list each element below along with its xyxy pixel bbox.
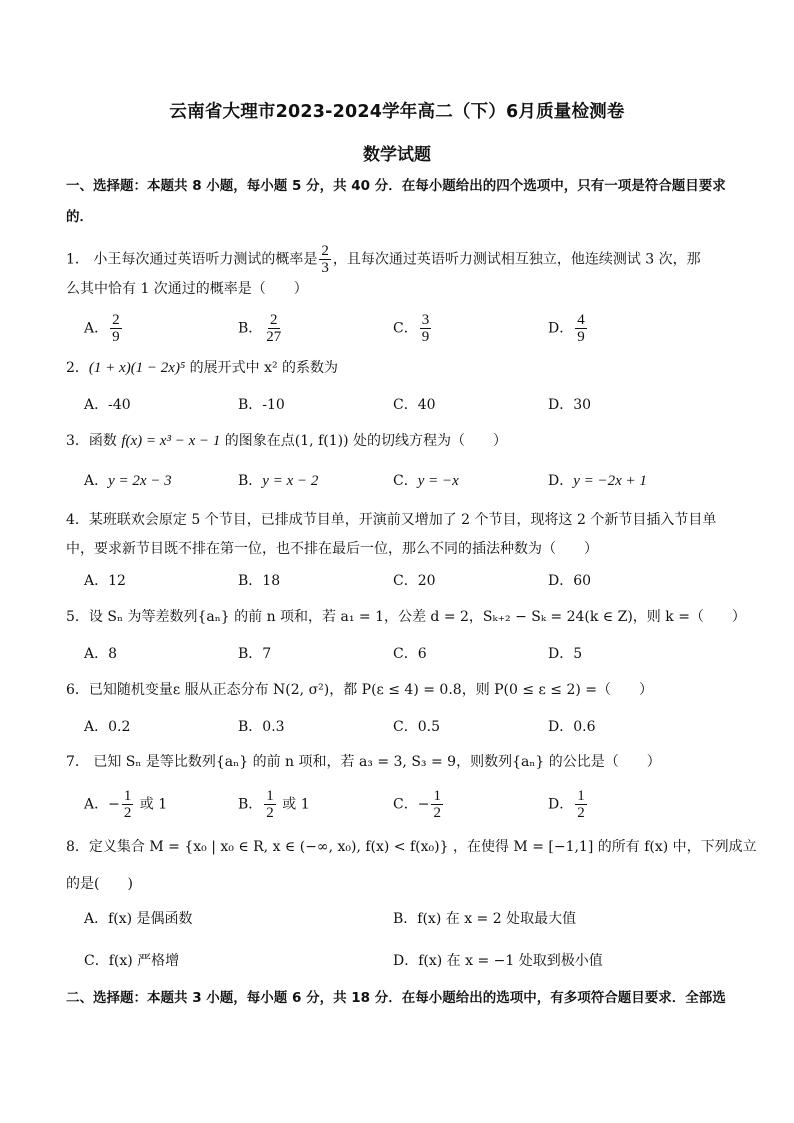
- question-7-option-b[interactable]: [238, 788, 310, 821]
- option-fraction: [110, 312, 122, 345]
- question-8-line1: 8．定义集合 M = {x₀ | x₀ ∈ R, x ∈ (−∞, x₀), f(x) < f(x₀)} ，在使得 M = [−1,1] 的所有 f(x) 中，下列成立: [66, 839, 757, 855]
- option-label: A．: [84, 796, 109, 813]
- question-5-option-d[interactable]: D．5: [548, 646, 583, 662]
- question-7-option-d[interactable]: [548, 788, 589, 821]
- fraction-numerator: 1: [123, 788, 132, 804]
- fraction-denominator: 27: [266, 329, 282, 345]
- fraction-numerator: 2: [321, 243, 329, 259]
- question-6-option-a[interactable]: A．0.2: [84, 719, 131, 735]
- option-fraction: [575, 788, 587, 821]
- option-math: y = x − 2: [262, 473, 319, 489]
- question-8-option-d[interactable]: D．f(x) 在 x = −1 处取到极小值: [393, 953, 603, 969]
- question-7-option-a[interactable]: [84, 788, 167, 821]
- question-7-option-c[interactable]: [393, 788, 445, 821]
- question-3-option-c[interactable]: [393, 471, 459, 491]
- question-4-line2: 中，要求新节目既不排在第一位，也不排在最后一位，那么不同的插法种数为（ ）: [66, 541, 598, 557]
- fraction-denominator: 2: [123, 805, 132, 821]
- question-6-option-d[interactable]: D．0.6: [548, 719, 596, 735]
- question-3-option-d[interactable]: [548, 471, 647, 491]
- option-fraction: [122, 788, 134, 821]
- question-3-option-b[interactable]: [238, 471, 318, 491]
- option-math: y = 2x − 3: [108, 473, 172, 489]
- question-5-line: 5．设 Sₙ 为等差数列{aₙ} 的前 n 项和，若 a₁ = 1，公差 d = 2，Sₖ₊₂ − Sₖ = 24(k ∈ Z)，则 k =（ ）: [66, 609, 746, 625]
- question-7-line: 7． 已知 Sₙ 是等比数列{aₙ} 的前 n 项和，若 a₃ = 3, S₃ = 9，则数列{aₙ} 的公比是（ ）: [66, 754, 661, 770]
- question-5-option-a[interactable]: A．8: [84, 646, 118, 662]
- option-fraction: [431, 788, 443, 821]
- question-1-option-d[interactable]: [548, 312, 589, 345]
- question-2-option-d[interactable]: D．30: [548, 397, 592, 413]
- option-label: B．: [238, 473, 263, 489]
- question-8-option-a[interactable]: A．f(x) 是偶函数: [84, 911, 193, 927]
- option-label: C．: [393, 796, 418, 813]
- option-sign: −: [108, 796, 120, 813]
- question-4-line1: 4．某班联欢会原定 5 个节目，已排成节目单，开演前又增加了 2 个节目，现将这 2 个新节目插入节目单: [66, 512, 717, 528]
- question-5-option-b[interactable]: B．7: [238, 646, 272, 662]
- option-math: y = −2x + 1: [573, 473, 647, 489]
- fraction-numerator: 2: [112, 312, 120, 328]
- question-6-option-b[interactable]: B．0.3: [238, 719, 285, 735]
- option-suffix: 或 1: [135, 796, 168, 813]
- question-2-text: 的展开式中 x² 的系数为: [185, 360, 339, 376]
- section1-instructions-line1: 一、选择题：本题共 8 小题，每小题 5 分，共 40 分．在每小题给出的四个选项中，只有一项是符合题目要求: [66, 178, 726, 194]
- question-8-option-c[interactable]: C．f(x) 严格增: [84, 953, 180, 969]
- question-3-text: 的图象在点(1, f(1)) 处的切线方程为（ ）: [220, 433, 508, 449]
- option-math: y = −x: [417, 473, 459, 489]
- section1-instructions-line2: 的．: [66, 209, 93, 225]
- question-1-line2: 么其中恰有 1 次通过的概率是（ ）: [66, 281, 308, 297]
- option-label: C．: [393, 320, 418, 337]
- section2-instructions-line1: 二、选择题：本题共 3 小题，每小题 6 分，共 18 分．在每小题给出的选项中，有多项符合题目要求．全部选: [66, 990, 726, 1006]
- question-4-option-a[interactable]: A．12: [84, 573, 126, 589]
- fraction-denominator: 9: [112, 329, 120, 345]
- option-fraction: [420, 312, 432, 345]
- fraction-denominator: 2: [577, 805, 585, 821]
- question-4-option-d[interactable]: D．60: [548, 573, 592, 589]
- question-8-line2: 的是( ): [66, 876, 133, 892]
- fraction-denominator: 3: [321, 260, 329, 276]
- question-3-number: 3．函数: [66, 433, 122, 449]
- option-label: B．: [238, 320, 263, 337]
- question-2-expression: (1 + x)(1 − 2x)⁵: [88, 360, 186, 376]
- option-label: D．: [548, 473, 574, 489]
- page-subtitle: 数学试题: [363, 145, 431, 165]
- option-label: A．: [84, 320, 109, 337]
- question-2-option-a[interactable]: A．-40: [84, 397, 131, 413]
- option-fraction: [264, 788, 276, 821]
- question-1-line1: [66, 243, 701, 276]
- question-8-option-b[interactable]: B．f(x) 在 x = 2 处取最大值: [393, 911, 577, 927]
- option-fraction: [264, 312, 283, 345]
- fraction-numerator: 1: [266, 788, 274, 804]
- question-2-line: [66, 358, 338, 378]
- option-suffix: 或 1: [277, 796, 310, 813]
- fraction-numerator: 1: [577, 788, 585, 804]
- fraction-denominator: 9: [421, 329, 430, 345]
- fraction-denominator: 9: [577, 329, 585, 345]
- question-5-option-c[interactable]: C．6: [393, 646, 427, 662]
- option-sign: −: [417, 796, 430, 813]
- question-1-option-c[interactable]: [393, 312, 433, 345]
- option-label: D．: [548, 320, 574, 337]
- question-6-option-c[interactable]: C．0.5: [393, 719, 440, 735]
- fraction-numerator: 3: [421, 312, 430, 328]
- question-2-option-b[interactable]: B．-10: [238, 397, 285, 413]
- question-1-fraction: [319, 243, 331, 276]
- option-label: C．: [393, 473, 418, 489]
- fraction-numerator: 1: [433, 788, 441, 804]
- fraction-denominator: 2: [433, 805, 441, 821]
- question-2-option-c[interactable]: C．40: [393, 397, 436, 413]
- question-1-text-a: 1． 小王每次通过英语听力测试的概率是: [66, 251, 318, 268]
- question-4-option-b[interactable]: B．18: [238, 573, 281, 589]
- question-3-option-a[interactable]: [84, 471, 172, 491]
- question-3-line: [66, 431, 507, 451]
- option-label: B．: [238, 796, 263, 813]
- option-label: A．: [84, 473, 109, 489]
- option-fraction: [575, 312, 587, 345]
- fraction-numerator: 4: [577, 312, 585, 328]
- question-1-option-b[interactable]: [238, 312, 285, 345]
- fraction-numerator: 2: [270, 312, 278, 328]
- question-2-number: 2．: [66, 360, 89, 376]
- question-6-line: 6．已知随机变量ε 服从正态分布 N(2, σ²)，都 P(ε ≤ 4) = 0.8，则 P(0 ≤ ε ≤ 2) =（ ）: [66, 682, 653, 698]
- fraction-denominator: 2: [266, 805, 274, 821]
- page-title: 云南省大理市2023-2024学年高二（下）6月质量检测卷: [169, 102, 625, 122]
- question-1-text-b: ，且每次通过英语听力测试相互独立，他连续测试 3 次，那: [332, 251, 701, 268]
- option-label: D．: [548, 796, 574, 813]
- question-1-option-a[interactable]: [84, 312, 124, 345]
- question-3-expression: f(x) = x³ − x − 1: [121, 433, 221, 449]
- question-4-option-c[interactable]: C．20: [393, 573, 436, 589]
